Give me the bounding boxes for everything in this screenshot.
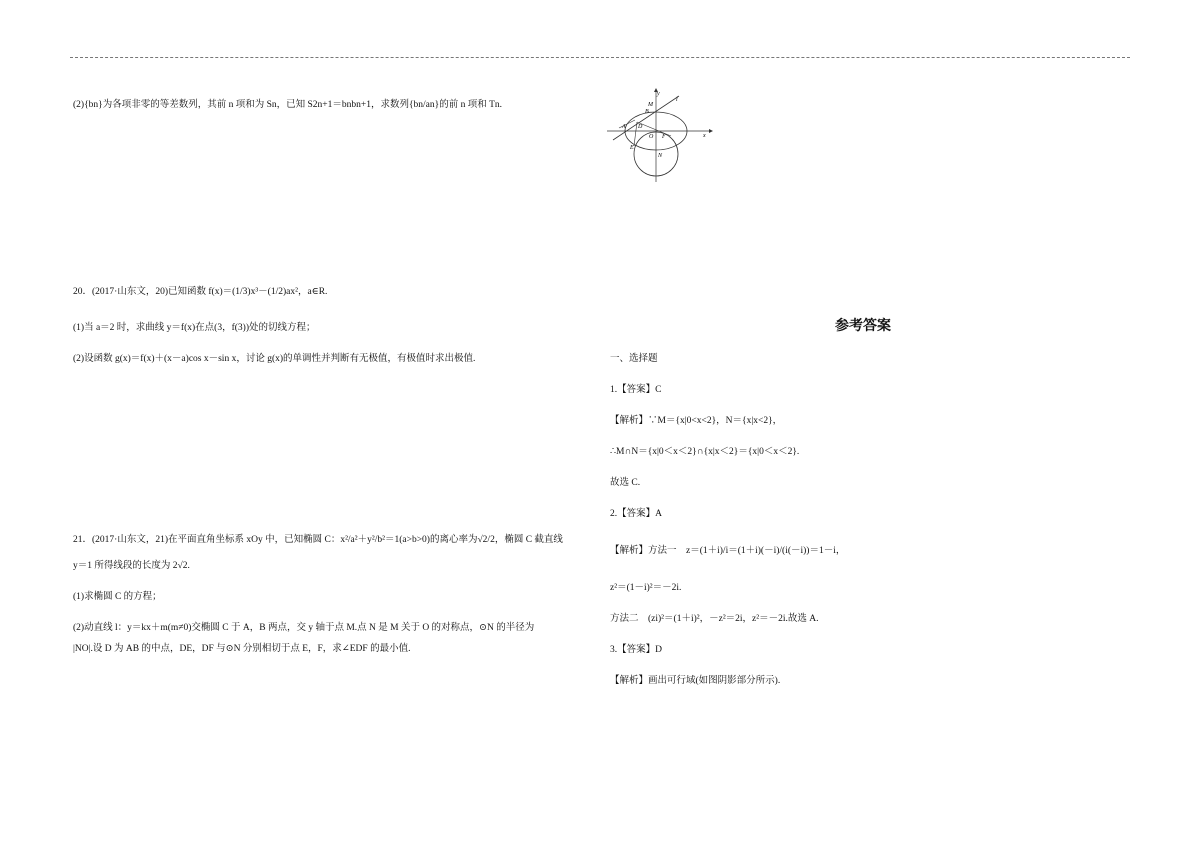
- fig-label-b: B: [645, 109, 649, 115]
- answer-2-explain-2: z²＝(1－i)²＝－2i.: [610, 583, 682, 593]
- q20-part2: (2)设函数 g(x)＝f(x)＋(x－a)cos x－sin x，讨论 g(x)的单调性并判断有无极值，有极值时求出极值.: [73, 354, 476, 364]
- q20-part1: (1)当 a＝2 时，求曲线 y＝f(x)在点(3，f(3))处的切线方程；: [73, 323, 316, 333]
- answer-2-explain-3: 方法二 (zi)²＝(1＋i)²，－z²＝2i，z²＝－2i.故选 A.: [610, 614, 819, 624]
- answer-1-explain-2: ∴M∩N＝{x|0＜x＜2}∩{x|x＜2}＝{x|0＜x＜2}.: [610, 447, 800, 457]
- fig-label-f: F: [662, 134, 666, 140]
- q20-stem: 20．(2017·山东文，20)已知函数 f(x)＝(1/3)x³－(1/2)ax²，a∈R.: [73, 287, 328, 297]
- q21-stem-line1: 21．(2017·山东文，21)在平面直角坐标系 xOy 中，已知椭圆 C：x²/a²＋y²/b²＝1(a>b>0)的离心率为√2/2，椭圆 C 截直线: [73, 535, 563, 545]
- answer-1-explain-3: 故选 C.: [610, 478, 641, 488]
- q19-part2: (2){bn}为各项非零的等差数列，其前 n 项和为 Sn，已知 S2n+1＝bnbn+1，求数列{bn/an}的前 n 项和 Tn.: [73, 100, 503, 110]
- q21-part2-line2: |NO|.设 D 为 AB 的中点，DE，DF 与⊙N 分别相切于点 E，F，求∠EDF 的最小值.: [73, 644, 411, 654]
- answer-3-explain-1: 【解析】画出可行域(如图阴影部分所示).: [610, 676, 781, 686]
- answer-3: 3.【答案】D: [610, 645, 662, 655]
- q21-stem-line2: y＝1 所得线段的长度为 2√2.: [73, 561, 190, 571]
- q21-part2-line1: (2)动直线 l：y＝kx＋m(m≠0)交椭圆 C 于 A，B 两点，交 y 轴于点 M.点 N 是 M 关于 O 的对称点，⊙N 的半径为: [73, 623, 535, 633]
- fig-label-o: O: [649, 134, 654, 140]
- answer-1: 1.【答案】C: [610, 385, 662, 395]
- fig-label-m: M: [648, 102, 653, 108]
- answer-2: 2.【答案】A: [610, 509, 662, 519]
- fig-label-a: A: [622, 124, 626, 130]
- fig-label-l: l: [676, 97, 678, 103]
- fig-label-x: x: [703, 133, 706, 139]
- q21-part1: (1)求椭圆 C 的方程；: [73, 592, 162, 602]
- fig-label-d: D: [638, 124, 643, 130]
- answer-1-explain-1: 【解析】∵M＝{x|0<x<2}，N＝{x|x<2}，: [610, 416, 783, 426]
- answers-section: 一、选择题: [610, 354, 658, 364]
- fig-label-y: y: [657, 91, 660, 97]
- answer-2-explain-1: 【解析】方法一 z＝(1＋i)/i＝(1＋i)(－i)/(i(－i))＝1－i，: [610, 546, 846, 556]
- fig-label-e: E: [630, 145, 634, 151]
- ellipse-circle-figure: [605, 88, 715, 184]
- fig-label-n: N: [658, 153, 663, 159]
- answers-title: 参考答案: [835, 318, 891, 334]
- header-rule: [70, 57, 1130, 58]
